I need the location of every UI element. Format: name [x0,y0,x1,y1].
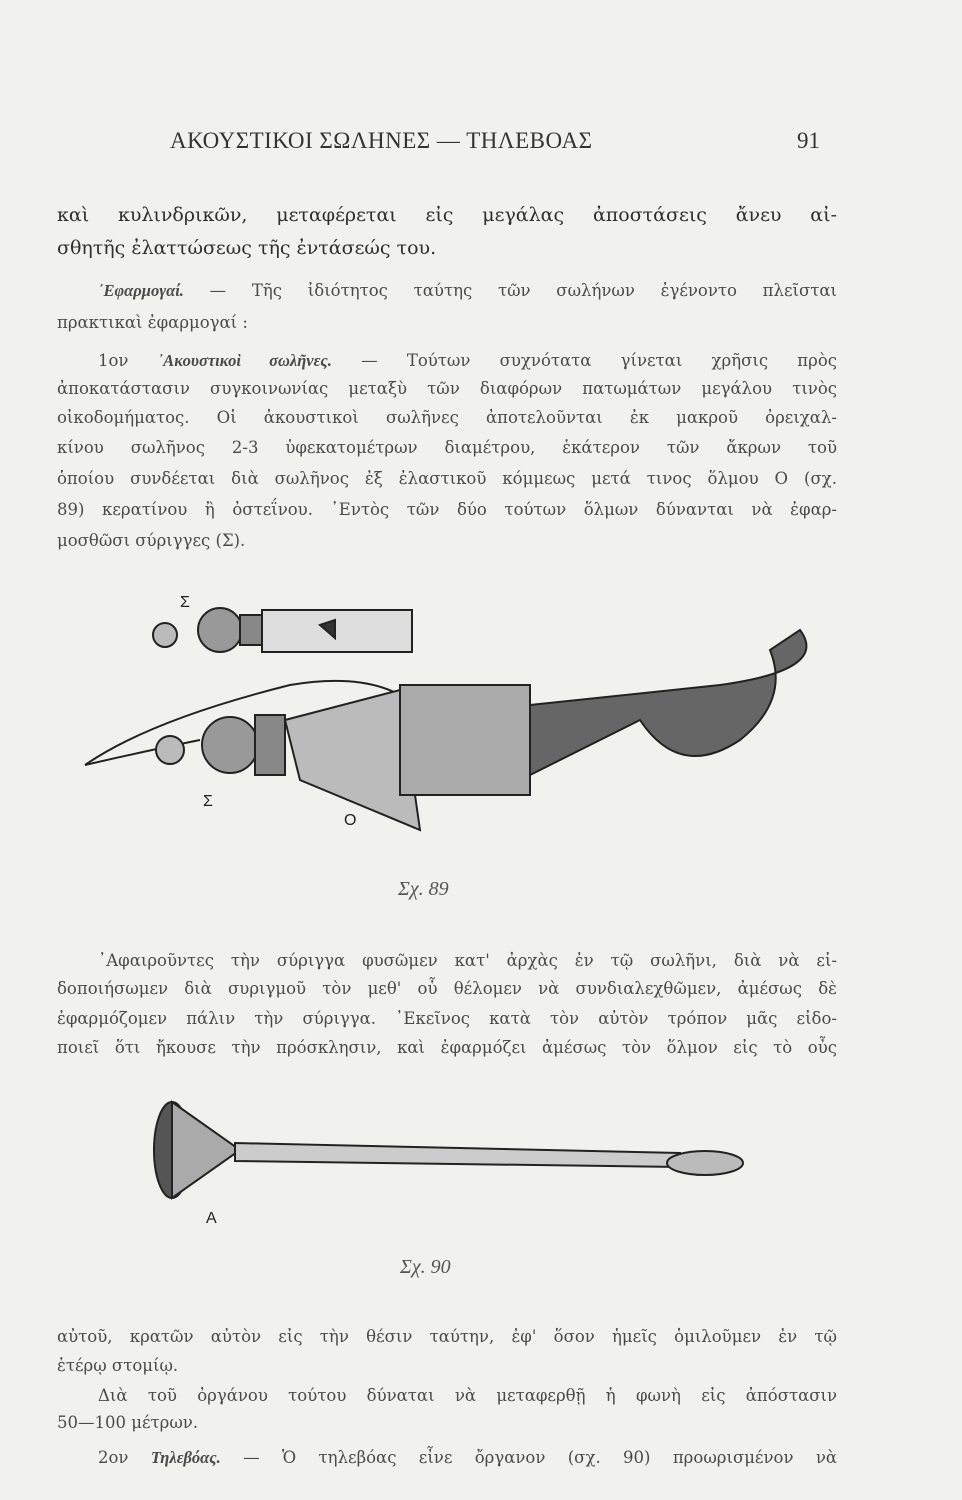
page-number: 91 [797,128,820,153]
text-line: οἰκοδομήματος. Οἱ ἀκουστικοὶ σωλῆνες ἀποτελοῦνται ἐκ μακροῦ ὀρειχαλ- [57,408,837,427]
figure-89-speaking-tube [0,590,962,850]
text-line: Διὰ τοῦ ὀργάνου τούτου δύναται νὰ μεταφερθῇ ἡ φωνὴ εἰς ἀπόστασιν [98,1386,837,1405]
running-header: ΑΚΟΥΣΤΙΚΟΙ ΣΩΛΗΝΕΣ — ΤΗΛΕΒΟΑΣ [170,128,593,153]
text-line: ἑτέρῳ στομίῳ. [57,1356,179,1375]
text-line: αὐτοῦ, κρατῶν αὐτὸν εἰς τὴν θέσιν ταύτην, ἐφ' ὅσον ἡμεῖς ὁμιλοῦμεν ἐν τῷ [57,1327,837,1346]
figure-label: Σ [180,594,190,611]
text-line: ἐφαρμόζομεν πάλιν τὴν σύριγγα. ᾿Εκεῖνος κατὰ τὸν αὐτὸν τρόπον μᾶς εἰδο- [57,1009,837,1028]
text-line: πρακτικαὶ ἐφαρμογαί : [57,313,248,332]
figure-label: Σ [203,793,213,810]
text-line: κίνου σωλῆνος 2-3 ὑφεκατομέτρων διαμέτρου, ἑκάτερον τῶν ἄκρων τοῦ [57,438,837,457]
section-heading: ᾿Εφαρμογαί. [98,281,184,300]
text-line: ἀποκατάστασιν συγκοινωνίας μεταξὺ τῶν διαφόρων πατωμάτων μεγάλου τινὸς [57,379,837,398]
item-number: 1ον [98,351,129,370]
figure-90-megaphone [0,1095,962,1225]
text-line: καὶ κυλινδρικῶν, μεταφέρεται εἰς μεγάλας ἀποστάσεις ἄνευ αἰ- [57,204,837,226]
text-span: — Ὁ τηλεβόας εἶνε ὄργανον (σχ. 90) προωρισμένον νὰ [243,1448,838,1467]
text-line: ὁποίου συνδέεται διὰ σωλῆνος ἐξ ἐλαστικοῦ κόμμεως μετά τινος ὅλμου Ο (σχ. [57,469,837,488]
text-line: μοσθῶσι σύριγγες (Σ). [57,531,246,550]
text-line [98,350,837,372]
text-line [98,280,837,302]
text-line: ᾿Αφαιροῦντες τὴν σύριγγα φυσῶμεν κατ' ἀρχὰς ἐν τῷ σωλῆνι, διὰ νὰ εἰ- [98,951,837,970]
text-line: 50—100 μέτρων. [57,1413,199,1432]
text-span: — Τῆς ἰδιότητος ταύτης τῶν σωλήνων ἐγένοντο πλεῖσται [209,281,838,300]
figure-label: A [206,1210,217,1227]
text-line: 89) κερατίνου ἢ ὀστεΐνου. ᾿Εντὸς τῶν δύο τούτων ὅλμων δύνανται νὰ ἐφαρ- [57,500,837,519]
figure-caption: Σχ. 90 [400,1256,451,1278]
text-span: — Τούτων συχνότατα γίνεται χρῆσις πρὸς [361,351,837,370]
figure-label: O [344,812,357,829]
text-line [98,1447,837,1469]
item-number: 2ον [98,1448,129,1467]
section-heading: Τηλεβόας. [150,1448,221,1467]
text-line: σθητῆς ἐλαττώσεως τῆς ἐντάσεώς του. [57,237,437,259]
section-heading: ᾿Ακουστικοὶ σωλῆνες. [157,351,332,370]
text-line: δοποιήσωμεν διὰ συριγμοῦ τὸν μεθ' οὗ θέλομεν νὰ συνδιαλεχθῶμεν, ἀμέσως δὲ [57,979,837,998]
figure-caption: Σχ. 89 [398,878,449,900]
text-line: ποιεῖ ὅτι ἤκουσε τὴν πρόσκλησιν, καὶ ἐφαρμόζει ἀμέσως τὸν ὅλμον εἰς τὸ οὖς [57,1038,837,1057]
